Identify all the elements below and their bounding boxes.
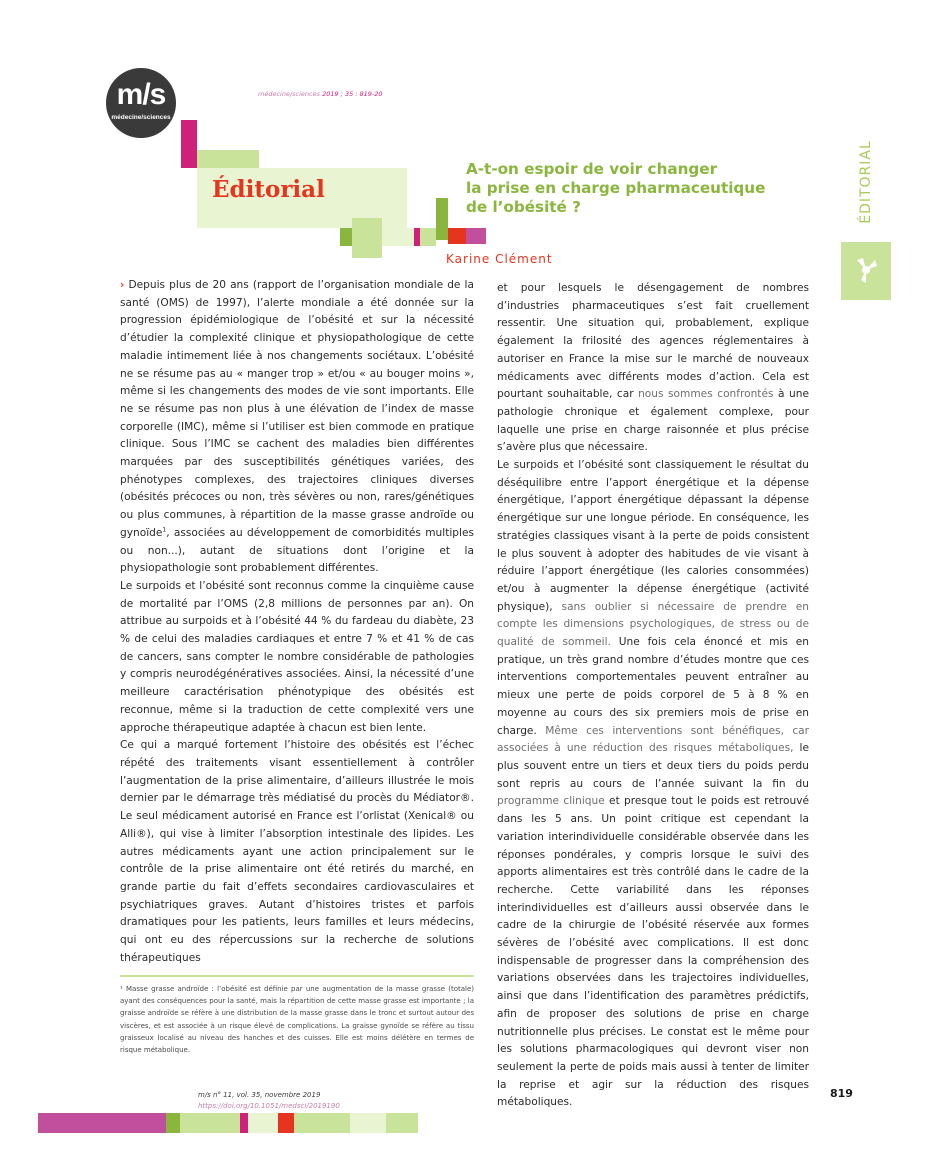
- paragraph-arrow-icon: ›: [120, 279, 125, 291]
- trefoil-icon: [853, 256, 879, 284]
- deco-green-3: [382, 228, 414, 246]
- text-run: Une fois cela énoncé et mis en pratique, un très grand nombre d’études montre que ces interventions comportementales peuvent entraîner au mieux une perte de poids corporel de 5 à 8 % en moyenne au cours des six premiers mois de prise en charge.: [497, 636, 809, 737]
- side-section-label: [852, 136, 874, 236]
- text-run: , associées au développement de comorbidités multiples ou non...), autant de situations dont l’origine et la physiopathologie sont probablement différentes.: [120, 526, 474, 575]
- article-title-line-3: de l’obésité ?: [466, 198, 581, 216]
- footer-strip-green-dark: [166, 1113, 180, 1133]
- journal-logo: [106, 68, 176, 138]
- paragraph: [497, 457, 809, 1112]
- article-title-line-1: A-t-on espoir de voir changer: [466, 160, 718, 178]
- logo-subtitle: médecine/sciences: [111, 114, 171, 121]
- footer-strip-magenta: [38, 1113, 166, 1133]
- side-tab-box: [841, 242, 891, 300]
- logo-mark: m/s: [116, 78, 166, 111]
- deco-green-2: [352, 218, 382, 258]
- journal-reference: [258, 90, 383, 98]
- deco-green-dark-2: [436, 198, 448, 240]
- footer-strip-green-3: [294, 1113, 350, 1133]
- paragraph: Le surpoids et l’obésité sont reconnus comme la cinquième cause de mortalité par l’OMS (2,8 millions de personnes par an). On attribue au surpoids et à l’obésité 44 % du fardeau du diabète, 23 % de celui des maladies cardiaques et entre 7 % et 41 % de cas de cancers, sans compter le nombre considérable de pathologies y compris neurodégénératives associées. Ainsi, la nécessité d’une meilleure caractérisation phénotypique des obésités est reconnue, même si la traduction de cette complexité vers une approche thérapeutique adaptée à chacun est bien lente.: [120, 579, 474, 734]
- doi-link[interactable]: https://doi.org/10.1051/medsci/2019190: [198, 1102, 340, 1110]
- footnote-ref[interactable]: 1: [162, 526, 167, 534]
- article-title: [466, 160, 826, 217]
- text-run-grey: sans oublier si nécessaire de prendre en compte les dimensions psychologiques, de stress ou de qualité de sommeil.: [497, 600, 809, 649]
- column-right: [497, 280, 809, 1112]
- footer-issue: m/s n° 11, vol. 35, novembre 2019: [198, 1091, 321, 1099]
- deco-red: [448, 228, 466, 244]
- text-run-grey: nous sommes confrontés: [638, 388, 774, 401]
- paragraph: Ce qui a marqué fortement l’histoire des obésités est l’échec répété des traitements visant essentiellement à contrôler l’augmentation de la prise alimentaire, d’ailleurs illustrée le mois dernier par le démarrage très médiatisé du procès du Médiator®. Le seul médicament autorisé en France est l’orlistat (Xenical® ou Alli®), qui vise à limiter l’absorption intestinale des lipides. Les autres médicaments ayant une action principalement sur le contrôle de la prise alimentaire ont été retirés du marché, en grande partie du fait d’effets secondaires cardiovasculaires et psychiatriques graves. Autant d’histoires tristes et parfois dramatiques pour les patients, leurs familles et leurs médecins, qui ont eu des répercussions sur la recherche de solutions thérapeutiques: [120, 739, 474, 964]
- journal-name: médecine/sciences: [258, 90, 320, 98]
- deco-magenta-bar: [181, 120, 197, 168]
- footer-reference: [198, 1090, 340, 1112]
- text-run: et presque tout le poids est retrouvé dans les 5 ans. Un point critique est cependant la variation interindividuelle considérable observée dans les réponses pondérales, y compris lorsque le suivi des apports alimentaires est très contrôlé dans le cadre de la recherche. Cette variabilité dans les réponses interindividuelles est d’ailleurs aussi observée dans le cadre de la chirurgie de l’obésité réservée aux formes sévères de l’obésité avec complications. Il est donc indispensable de progresser dans la compréhension des variations observées dans les trajectoires individuelles, ainsi que dans l’identification des paramètres prédictifs, afin de proposer des solutions de prise en charge nutritionnelle plus précises. Le constat est le même pour les solutions pharmacologiques qui devront viser non seulement la perte de poids mais aussi à tenter de limiter la reprise et agir sur la réduction des risques métaboliques.: [497, 795, 810, 1109]
- footnote-divider: [120, 975, 474, 977]
- footer-strip-green-2: [248, 1113, 278, 1133]
- deco-green-dark-1: [340, 228, 352, 246]
- text-run: Le surpoids et l’obésité sont classiquement le résultat du déséquilibre entre l’apport énergétique et la dépense énergétique, l’apport énergétique dépassant la dépense énergétique sur une longue période. En conséquence, les stratégies classiques visant à la perte de poids consistent le plus souvent à adopter des habitudes de vie visant à réduire l’apport énergétique (les calories consommées) et/ou à augmenter la dépense énergétique (activité physique),: [497, 459, 809, 613]
- journal-details: 2019 ; 35 : 819-20: [322, 90, 383, 98]
- page-number: 819: [830, 1087, 853, 1100]
- text-run: Depuis plus de 20 ans (rapport de l’organisation mondiale de la santé (OMS) de 1997), l’alerte mondiale a été donnée sur la progression épidémiologique de l’obésité et sur la nécessité d’étudier la complexité clinique et physiopathologique de cette maladie intimement liée à nos changements sociétaux. L’obésité ne se résume pas au « manger trop » et/ou « au bouger moins », même si les changements des modes de vie sont importants. Elle ne se résume pas non plus à une élévation de l’index de masse corporelle (IMC), même si l’utiliser est bien commode en pratique clinique. Sous l’IMC se cachent des maladies bien différentes marquées par des susceptibilités génétiques variées, des phénotypes complexes, des trajectoires cliniques diverses (obésités précoces ou non, très sévères ou non, rares/génétiques ou plus communes, à répartition de la masse grasse androïde ou gynoïde: [120, 279, 474, 539]
- footer-strip-green: [180, 1113, 240, 1133]
- footer-strip-magenta-2: [240, 1113, 248, 1133]
- footnote: ¹ Masse grasse androïde : l’obésité est définie par une augmentation de la masse grasse (totale) ayant des conséquences pour la santé, mais la répartition de cette masse grasse est importante ; la graisse androïde se réfère à une distribution de la masse grasse dans le tronc et surtout autour des viscères, et est associée à un risque élevé de complications. La graisse gynoïde se réfère au tissu graisseux localisé au niveau des hanches et des cuisses. Elle est moins délétère en termes de risque métabolique.: [120, 985, 474, 1055]
- paragraph: [120, 277, 474, 578]
- footer-strip-green-5: [386, 1113, 418, 1133]
- text-run-grey: Même ces interventions sont bénéfiques, car associées à une réduction des risques métaboliques,: [497, 724, 809, 755]
- deco-magenta-3: [466, 228, 486, 244]
- text-run-grey: programme clinique: [497, 795, 605, 808]
- footer-strip-red: [278, 1113, 294, 1133]
- section-title: Éditorial: [212, 176, 325, 203]
- text-run: le plus souvent entre un tiers et deux tiers du poids perdu sont repris au cours de l’année suivant la fin du: [497, 742, 809, 790]
- text-run: et pour lesquels le désengagement de nombres d’industries pharmaceutiques s’est fait cruellement ressentir. Une situation qui, probablement, explique également la frilosité des agences réglementaires à autoriser en France la mise sur le marché de nouveaux médicaments avec différents modes d’action. Cela est pourtant souhaitable, car: [497, 282, 809, 401]
- author-name: Karine Clément: [446, 252, 553, 266]
- deco-green-bar-top: [197, 150, 259, 168]
- column-left: [120, 277, 474, 967]
- paragraph: [497, 280, 809, 457]
- article-title-line-2: la prise en charge pharmaceutique: [466, 179, 766, 197]
- footer-strip-green-4: [350, 1113, 386, 1133]
- side-label-text: ÉDITORIAL: [858, 140, 874, 224]
- deco-green-4: [420, 228, 436, 246]
- text-run: à une pathologie chronique et également complexe, pour laquelle une prise en charge raisonnée et plus précise s’avère plus que nécessaire.: [497, 388, 809, 454]
